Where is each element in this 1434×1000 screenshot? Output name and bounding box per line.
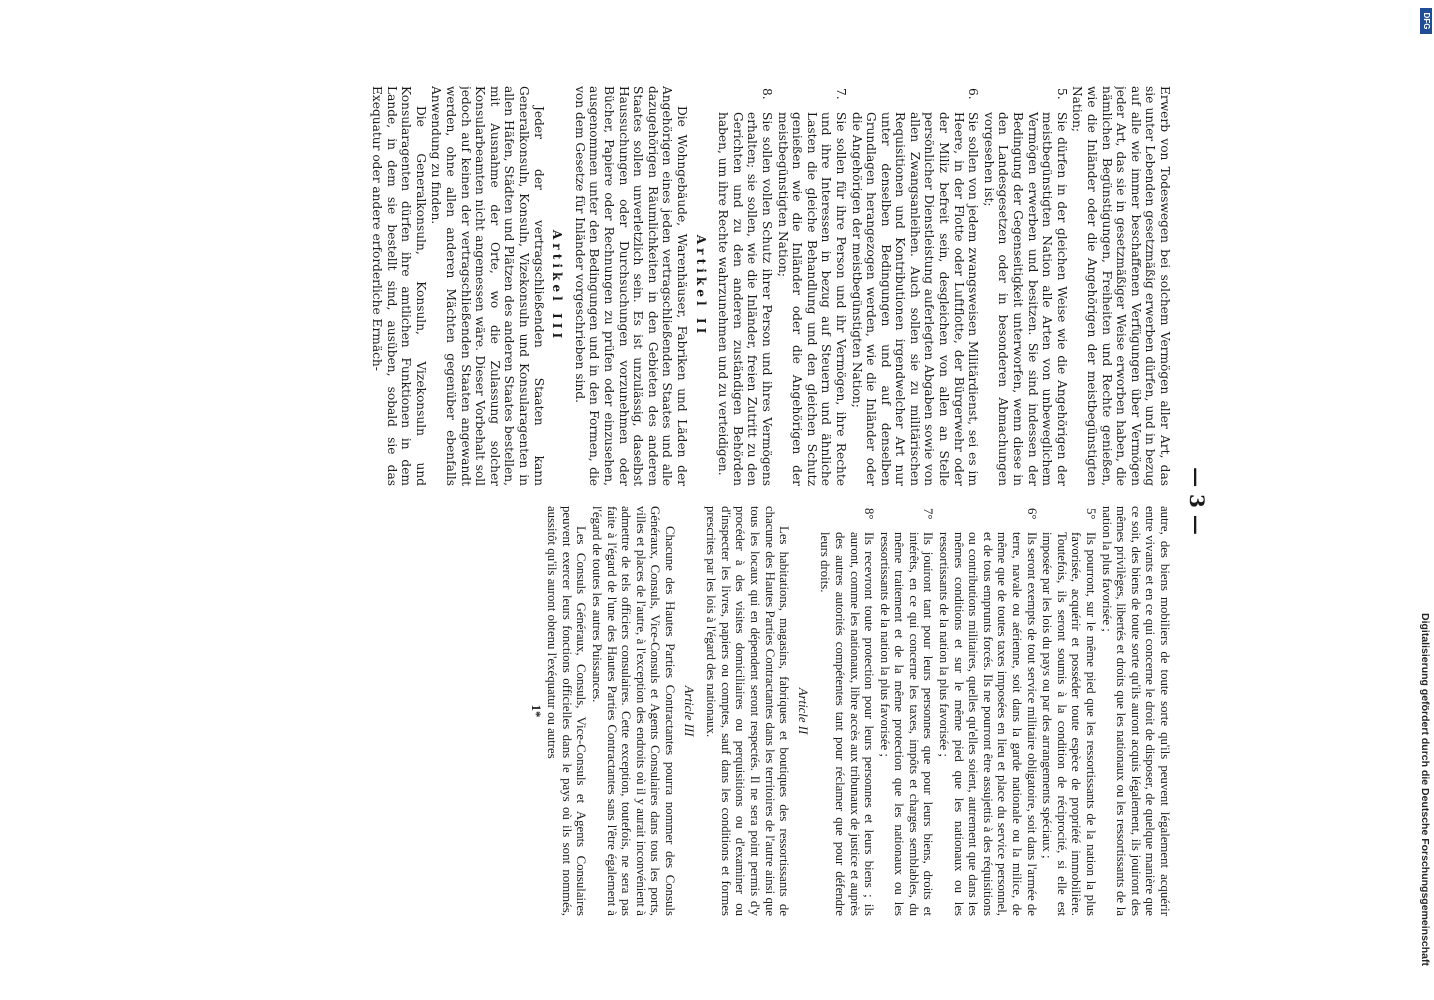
german-item-5 xyxy=(981,86,1069,486)
german-intro-paragraph: Erwerb von Todeswegen bei solchem Vermögen aller Art, das sie unter Lebenden gesetzmäßig erwerben dürfen, und in bezug auf alle wie immer beschaffenen Verfügungen über Vermögen jeder Art, das sie in gesetzmäßiger Weise erworben haben, die nämlichen Begünstigungen, Freiheiten und Rechte genießen, wie die Inländer oder die Angehörigen der meistbegünstigten Nation; xyxy=(1070,86,1172,486)
french-item-text: Ils pourront, sur le même pied que les ressortissants de la nation la plus favorisée, acquérir et posséder toute espèce de propriété immobilière. Toutefois, ils seront soumis à la condition de réciprocité, si elle est imposée par les lois du pays ou par des arrangements spéciaux ; xyxy=(1040,532,1099,916)
german-item-7 xyxy=(775,86,848,486)
german-article-3-paragraph-2: Die Generalkonsuln, Konsuln, Vizekonsuln und Konsularagenten dürfen ihre amtlichen Funktionen in dem Lande, in dem sie bestellt sind, ausüben, sobald sie das Exequatur oder andere erforderliche Ermäch- xyxy=(370,86,428,486)
french-item-number: 7° xyxy=(921,508,936,520)
french-item-number: 5° xyxy=(1084,508,1099,520)
french-item-text: Ils recevront toute protection pour leurs personnes et leurs biens ; ils auront, comme les nationaux, libre accès aux tribunaux de justice et auprès des autres autorités compétentes tant pour réclamer que pour défendre leurs droits. xyxy=(818,532,877,916)
french-item-8 xyxy=(818,506,876,916)
german-item-number: 7. xyxy=(833,88,848,100)
rotated-page-content xyxy=(102,86,1212,916)
german-item-text: Sie sollen vollen Schutz ihrer Person und ihres Vermögens erhalten; sie sollen, wie die Inländer, freien Zutritt zu den Gerichten und zu den anderen zuständigen Behörden haben, um ihre Rechte wahrzunehmen und zu verteidigen. xyxy=(716,112,774,486)
french-item-text: Ils jouiront tant pour leurs personnes que pour leurs biens, droits et intérêts, en ce qui concerne les taxes, impôts et charges semblables, du même traitement et de la même protection que les nationaux ou les ressortissants de la nation la plus favorisée ; xyxy=(877,532,936,916)
german-item-6 xyxy=(849,86,980,486)
german-item-text: Sie sollen von jedem zwangsweisen Militärdienst, sei es im Heere, in der Flotte oder Luftflotte, der Bürgerwehr oder der Miliz befreit sein, desgleichen von allen an Stelle persönlicher Dienstleistung auferlegten Abgaben sowie von allen Zwangsanleihen. Auch sollen sie zu militärischen Requisitionen und Kontributionen irgendwelcher Art nur unter denselben Bedingungen und auf denselben Grundlagen herangezogen werden, wie die Inländer oder die Angehörigen der meistbegünstigten Nation; xyxy=(849,112,981,486)
german-article-2-heading: Artikel II xyxy=(693,234,708,338)
german-article-3-heading: Artikel III xyxy=(550,229,565,343)
french-item-7 xyxy=(877,506,935,916)
german-item-8 xyxy=(716,86,774,486)
page-number: — 3 — xyxy=(1185,467,1209,535)
german-text-column xyxy=(102,86,1172,486)
french-article-3-paragraph-1: Chacune des Hautes Parties Contractantes pourra nommer des Consuls Généraux, Consuls, Vice-Consuls et Agents Consulaires dans tous les ports, villes et places de l'autre, à l'exception des endroits où il y aurait inconvénient à admettre de tels officiers consulaires. Cette exception, toutefois, ne sera pas faite à l'égard de l'une des Hautes Parties Contractantes sans l'être également à l'égard de toutes les autres Puissances. xyxy=(590,506,677,916)
french-article-3-heading: Article III xyxy=(681,685,696,737)
digitization-credit xyxy=(1418,6,1432,994)
french-item-text: Ils seront exempts de tout service militaire obligatoire, soit dans l'armée de terre, navale ou aérienne, soit dans la garde nationale ou la milice, de même que de toutes taxes imposées en lieu et place du service personnel, et de tous emprunts forcés. Ils ne pourront être assujettis à des réquisitions ou contributions militaires, quelles qu'elles soient, autrement que dans les mêmes conditions et sur le même pied que les nationaux ou les ressortissants de la nation la plus favorisée ; xyxy=(937,532,1039,916)
french-item-5 xyxy=(1040,506,1098,916)
french-item-number: 6° xyxy=(1024,508,1039,520)
french-article-2-heading: Article II xyxy=(795,687,810,735)
german-item-text: Sie dürfen in der gleichen Weise wie die Angehörigen der meistbegünstigten Nation alle Arten von unbeweglichem Vermögen erwerben und besitzen. Sie sind indessen der Bedingung der Gegenseitigkeit unterworfen, wenn diese in den Landesgesetzen oder in besonderen Abmachungen vorgesehen ist; xyxy=(981,112,1069,486)
sheet-signature-mark: 1* xyxy=(528,704,543,718)
digitization-credit-text: Digitalisierung gefördert durch die Deutsche Forschungsgemeinschaft xyxy=(1419,613,1431,966)
german-item-number: 8. xyxy=(759,88,774,100)
german-item-text: Sie sollen für ihre Person und ihr Vermögen, ihre Rechte und ihre Interessen in bezug auf Steuern und ähnliche Lasten die gleiche Behandlung und den gleichen Schutz genießen wie die Inländer oder die Angehörigen der meistbegünstigten Nation; xyxy=(775,112,848,486)
french-text-column xyxy=(102,506,1172,916)
french-item-6 xyxy=(937,506,1039,916)
french-intro-paragraph: autre, des biens mobiliers de toute sorte qu'ils peuvent légalement acquérir entre vivants et en ce qui concerne le droit de disposer, de quelque manière que ce soit, des biens de toute sorte qu'ils auront acquis légalement, ils jouiront des mêmes privilèges, libertés et droits que les nationaux ou les ressortissants de la nation la plus favorisée ; xyxy=(1099,506,1172,916)
french-article-2-text: Les habitations, magasins, fabriques et boutiques des ressortissants de chacune des Hautes Parties Contractantes dans les territoires de l'autre ainsi que tous les locaux qui en dépendent seront respectés. Il ne sera point permis d'y procéder à des visites domiciliaires ou perquisitions ou d'examiner ou d'inspecter les livres, papiers ou comptes, sauf dans les conditions et formes prescrites par les lois à l'égard des nationaux. xyxy=(704,506,792,916)
french-item-number: 8° xyxy=(862,508,877,520)
german-article-2-text: Die Wohngebäude, Warenhäuser, Fabriken und Läden der Angehörigen eines jeden vertragschließenden Staates und alle dazugehörigen Räumlichkeiten in den Gebieten des anderen Staates sollen unverletzlich sein. Es ist unzulässig, daselbst Haussuchungen oder Durchsuchungen vorzunehmen oder Bücher, Papiere oder Rechnungen zu prüfen oder einzusehen, ausgenommen unter den Bedingungen und in den Formen, die von dem Gesetze für Inländer vorgeschrieben sind. xyxy=(572,86,689,486)
german-article-3-paragraph-1: Jeder der vertragschließenden Staaten kann Generalkonsuln, Konsuln, Vizekonsuln und Konsularagenten in allen Häfen, Städten und Plätzen des anderen Staates bestellen, mit Ausnahme der Orte, wo die Zulassung solcher Konsularbeamten nicht angemessen wäre. Dieser Vorbehalt soll jedoch auf keinen der vertragschließenden Staaten angewandt werden, ohne allen anderen Mächten gegenüber ebenfalls Anwendung zu finden. xyxy=(429,86,546,486)
german-item-number: 5. xyxy=(1054,88,1069,100)
german-item-number: 6. xyxy=(966,88,981,100)
dfg-logo-text: DFG xyxy=(1422,12,1431,30)
french-article-3-paragraph-2: Les Consuls Généraux, Consuls, Vice-Consuls et Agents Consulaires peuvent exercer leurs fonctions officielles dans le pays où ils sont nommés, aussitôt qu'ils auront obtenu l'exéquatur ou autres xyxy=(545,506,589,916)
